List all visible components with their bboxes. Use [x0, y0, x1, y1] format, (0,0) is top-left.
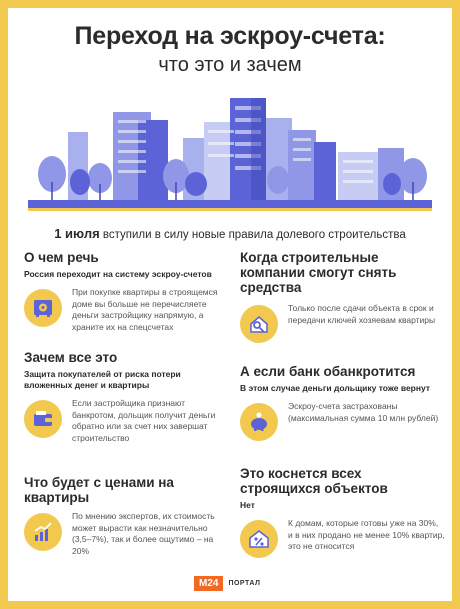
- section-title: Что будет с ценами на квартиры: [24, 475, 174, 505]
- piggy-bank-icon: [240, 403, 278, 441]
- section-text: Только после сдачи объекта в срок и передачи ключей хозяевам квартиры: [288, 303, 436, 325]
- section-text: К домам, которые готовы уже на 30%, и в них продано не менее 10% квартир, это не относится: [288, 518, 445, 551]
- intro-text: вступили в силу новые правила долевого строительства: [99, 229, 406, 241]
- page-title: Переход на эскроу-счета:: [74, 22, 386, 50]
- section-title: Это коснется всех строящихся объектов: [240, 466, 388, 496]
- section-all-objects: [240, 466, 445, 558]
- section-text: При покупке квартиры в строящемся доме вы больше не перечисляете деньги застройщику напрямую, а храните их на спецсчетах: [72, 287, 218, 332]
- section-when-funds: [240, 250, 445, 343]
- section-title: Когда строительные компании смогут снять средства: [240, 250, 397, 295]
- section-subtitle: Россия переходит на систему эскроу-счетов: [24, 269, 212, 279]
- section-text: По мнению экспертов, их стоимость может вырасти как незначительно (3,5–7%), так и более ощутимо – на 20%: [72, 511, 215, 556]
- section-why: [24, 350, 229, 444]
- section-text: Эскроу-счета застрахованы (максимальная сумма 10 млн рублей): [288, 401, 439, 423]
- section-prices: [24, 475, 229, 557]
- m24-logo: M24: [194, 576, 223, 591]
- section-title: А если банк обанкротится: [240, 364, 416, 379]
- wallet-icon: [24, 400, 62, 438]
- portal-logo[interactable]: [194, 576, 260, 591]
- page-subtitle: что это и зачем: [158, 54, 302, 76]
- growth-chart-icon: [24, 513, 62, 551]
- city-skyline-illustration: [8, 92, 452, 216]
- section-bank-bankrupt: [240, 364, 445, 441]
- house-percent-icon: [240, 520, 278, 558]
- safe-icon: [24, 289, 62, 327]
- section-subtitle: В этом случае деньги дольщику тоже вернут: [240, 383, 431, 393]
- infographic-card: [8, 8, 452, 601]
- portal-label: ПОРТАЛ: [228, 580, 261, 587]
- section-subtitle: Защита покупателей от риска потери вложенных денег и квартиры: [24, 369, 181, 390]
- section-what-is-it: [24, 250, 229, 333]
- intro-date: 1 июля: [54, 226, 100, 241]
- section-text: Если застройщика признают банкротом, дольщик получит деньги обратно или за счет них завершат строительство: [72, 398, 216, 443]
- section-title: Зачем все это: [24, 350, 118, 365]
- section-subtitle: Нет: [240, 500, 255, 510]
- section-title: О чем речь: [24, 250, 99, 265]
- house-key-icon: [240, 305, 278, 343]
- intro-line: [18, 226, 442, 241]
